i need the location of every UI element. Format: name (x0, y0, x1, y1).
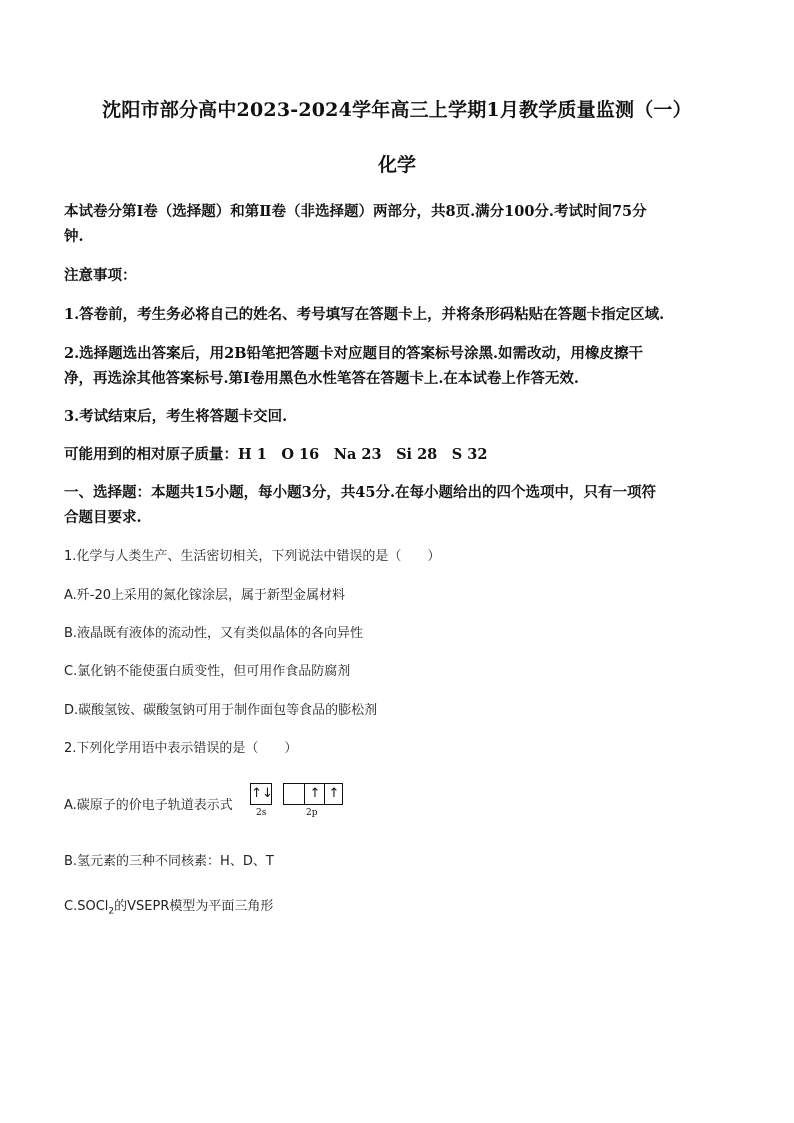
orbital-diagram-2p (283, 783, 343, 805)
q1-option-a: A.歼-20上采用的氮化镓涂层，属于新型金属材料 (64, 588, 346, 603)
intro-line-1: 本试卷分第Ⅰ卷（选择题）和第Ⅱ卷（非选择题）两部分，共8页.满分100分.考试时间75分 (64, 203, 647, 220)
q1-option-d: D.碳酸氢铵、碳酸氢钠可用于制作面包等食品的膨松剂 (64, 703, 378, 718)
note-item-2-line-1: 2.选择题选出答案后，用2B铅笔把答题卡对应题目的答案标号涂黑.如需改动，用橡皮擦干 (64, 345, 644, 362)
q2-option-c-suffix: 的VSEPR模型为平面三角形 (114, 899, 274, 914)
q2-stem: 2.下列化学用语中表示错误的是（ ） (64, 741, 298, 756)
intro-line-2: 钟. (64, 228, 84, 245)
note-item-1: 1.答卷前，考生务必将自己的姓名、考号填写在答题卡上，并将条形码粘贴在答题卡指定区域. (64, 306, 665, 323)
q2-option-c-prefix: C. (64, 899, 78, 914)
q2-option-b: B.氢元素的三种不同核素：H、D、T (64, 854, 274, 869)
exam-title: 沈阳市部分高中2023-2024学年高三上学期1月教学质量监测（一） (102, 99, 692, 121)
orbital-box-2p-2: ↑ (304, 784, 325, 804)
q1-stem: 1.化学与人类生产、生活密切相关，下列说法中错误的是（ ） (64, 549, 441, 564)
q2-option-c (64, 895, 273, 917)
q2-option-c-formula: SOCl (77, 899, 109, 914)
orbital-box-2p-3: ↑ (324, 784, 343, 804)
q1-option-c: C.氯化钠不能使蛋白质变性，但可用作食品防腐剂 (64, 664, 351, 679)
note-item-2-line-2: 净，再选涂其他答案标号.第Ⅰ卷用黑色水性笔答在答题卡上.在本试卷上作答无效. (64, 370, 579, 387)
orbital-label-2s: 2s (256, 808, 267, 818)
orbital-box-2s: ↑↓ (251, 786, 273, 801)
section-1-line-1: 一、选择题：本题共15小题，每小题3分，共45分.在每小题给出的四个选项中，只有一项符 (64, 484, 656, 501)
subject-heading: 化学 (377, 154, 416, 176)
note-item-3: 3.考试结束后，考生将答题卡交回. (64, 408, 288, 425)
notes-heading: 注意事项： (64, 267, 137, 284)
q1-option-b: B.液晶既有液体的流动性，又有类似晶体的各向异性 (64, 626, 364, 641)
orbital-box-2p-1 (284, 784, 304, 804)
section-1-line-2: 合题目要求. (64, 509, 142, 526)
atomic-masses: 可能用到的相对原子质量：H 1 O 16 Na 23 Si 28 S 32 (64, 446, 488, 463)
orbital-diagram-2s (250, 783, 272, 805)
q2-option-c-subscript: 2 (108, 906, 115, 917)
orbital-label-2p: 2p (306, 808, 318, 818)
q2-option-a-text: A.碳原子的价电子轨道表示式 (64, 798, 233, 813)
